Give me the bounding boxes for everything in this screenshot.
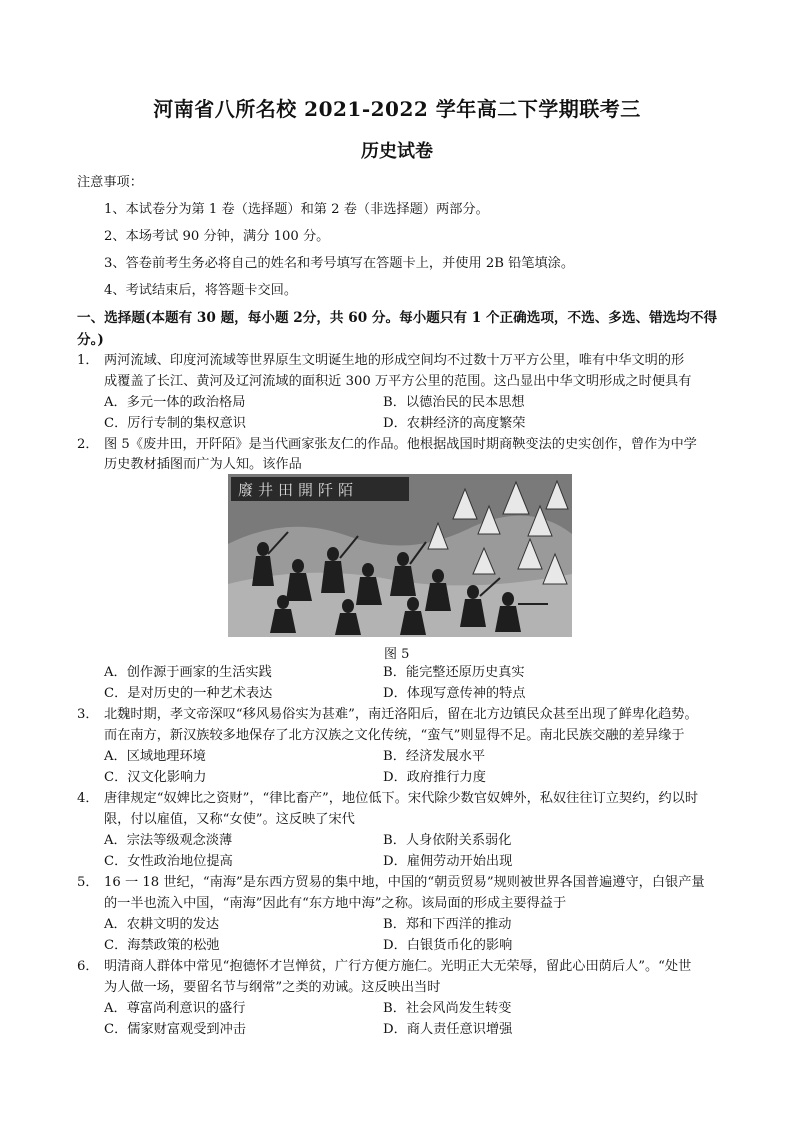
question-number: 5． — [77, 875, 99, 890]
option-c: C．女性政治地位提高 — [104, 854, 233, 869]
option-c: C．海禁政策的松弛 — [104, 938, 220, 953]
option-d: D．商人责任意识增强 — [383, 1022, 513, 1037]
option-c: C．厉行专制的集权意识 — [104, 416, 246, 431]
question-text: 成覆盖了长江、黄河及辽河流域的面积近 300 万平方公里的范围。这凸显出中华文明形成之时便具有 — [104, 374, 692, 389]
exam-subtitle: 历史试卷 — [361, 141, 433, 162]
option-b: B．能完整还原历史真实 — [383, 665, 525, 680]
option-d: D．白银货币化的影响 — [383, 938, 513, 953]
figure-caption: 图 5 — [384, 647, 410, 662]
section-heading: 一、选择题(本题有 30 题，每小题 2分，共 60 分。每小题只有 1 个正确选项，不选、多选、错选均不得 — [77, 310, 718, 326]
option-a: A．农耕文明的发达 — [104, 917, 220, 932]
woodcut-illustration — [228, 474, 572, 637]
notice-item: 3、答卷前考生务必将自己的姓名和考号填写在答题卡上，并使用 2B 铅笔填涂。 — [104, 256, 575, 271]
notice-item: 1、本试卷分为第 1 卷（选择题）和第 2 卷（非选择题）两部分。 — [104, 202, 489, 217]
option-d: D．体现写意传神的特点 — [383, 686, 526, 701]
question-text: 唐律规定“奴婢比之资财”，“律比畜产”，地位低下。宋代除少数官奴婢外，私奴往往订立契约，约以时 — [104, 791, 699, 806]
notice-item: 4、考试结束后，将答题卡交回。 — [104, 283, 298, 298]
notice-heading: 注意事项： — [77, 175, 143, 190]
option-d: D．雇佣劳动开始出现 — [383, 854, 513, 869]
option-b: B．经济发展水平 — [383, 749, 486, 764]
question-text: 图 5《废井田，开阡陌》是当代画家张友仁的作品。他根据战国时期商鞅变法的史实创作，曾作为中学 — [104, 437, 697, 452]
question-text: 限，付以雇值，又称“女使”。这反映了宋代 — [104, 812, 355, 827]
question-text: 而在南方，新汉族较多地保存了北方汉族之文化传统，“蛮气”则显得不足。南北民族交融的差异缘于 — [104, 728, 685, 743]
option-a: A．创作源于画家的生活实践 — [104, 665, 272, 680]
question-number: 4． — [77, 791, 99, 806]
question-text: 明清商人群体中常见“抱德怀才岂惮贫，广行方便方施仁。光明正大无荣辱，留此心田荫后人”。“处世 — [104, 959, 692, 974]
notice-item: 2、本场考试 90 分钟，满分 100 分。 — [104, 229, 330, 244]
option-b: B．郑和下西洋的推动 — [383, 917, 512, 932]
question-text: 历史教材插图而广为人知。该作品 — [104, 457, 302, 472]
option-c: C．汉文化影响力 — [104, 770, 207, 785]
option-b: B．社会风尚发生转变 — [383, 1001, 512, 1016]
option-d: D．政府推行力度 — [383, 770, 486, 785]
option-a: A．多元一体的政治格局 — [104, 395, 246, 410]
question-text: 两河流域、印度河流域等世界原生文明诞生地的形成空间均不过数十万平方公里，唯有中华文明的形 — [104, 353, 685, 368]
question-text: 北魏时期，孝文帝深叹“移风易俗实为甚难”，南迁洛阳后，留在北方边镇民众甚至出现了鲜卑化趋势。 — [104, 707, 698, 722]
option-b: B．以德治民的民本思想 — [383, 395, 525, 410]
question-number: 6． — [77, 959, 99, 974]
question-text: 的一半也流入中国，“南海”因此有“东方地中海”之称。该局面的形成主要得益于 — [104, 896, 567, 911]
option-c: C．是对历史的一种艺术表达 — [104, 686, 273, 701]
question-text: 为人做一场，要留名节与纲常”之类的劝诫。这反映出当时 — [104, 980, 441, 995]
question-number: 1． — [77, 353, 99, 368]
exam-title: 河南省八所名校 2021-2022 学年高二下学期联考三 — [153, 97, 641, 121]
question-number: 2． — [77, 437, 99, 452]
option-d: D．农耕经济的高度繁荣 — [383, 416, 526, 431]
section-heading-cont: 分。) — [77, 332, 104, 348]
question-number: 3． — [77, 707, 99, 722]
question-text: 16 一 18 世纪，“南海”是东西方贸易的集中地，中国的“朝贡贸易”规则被世界各国普遍遵守，白银产量 — [104, 875, 705, 890]
option-a: A．尊富尚利意识的盛行 — [104, 1001, 246, 1016]
option-c: C．儒家财富观受到冲击 — [104, 1022, 246, 1037]
option-a: A．区域地理环境 — [104, 749, 206, 764]
inscription-text: 廢井田開阡陌 — [238, 481, 359, 499]
option-b: B．人身依附关系弱化 — [383, 833, 512, 848]
option-a: A．宗法等级观念淡薄 — [104, 833, 233, 848]
